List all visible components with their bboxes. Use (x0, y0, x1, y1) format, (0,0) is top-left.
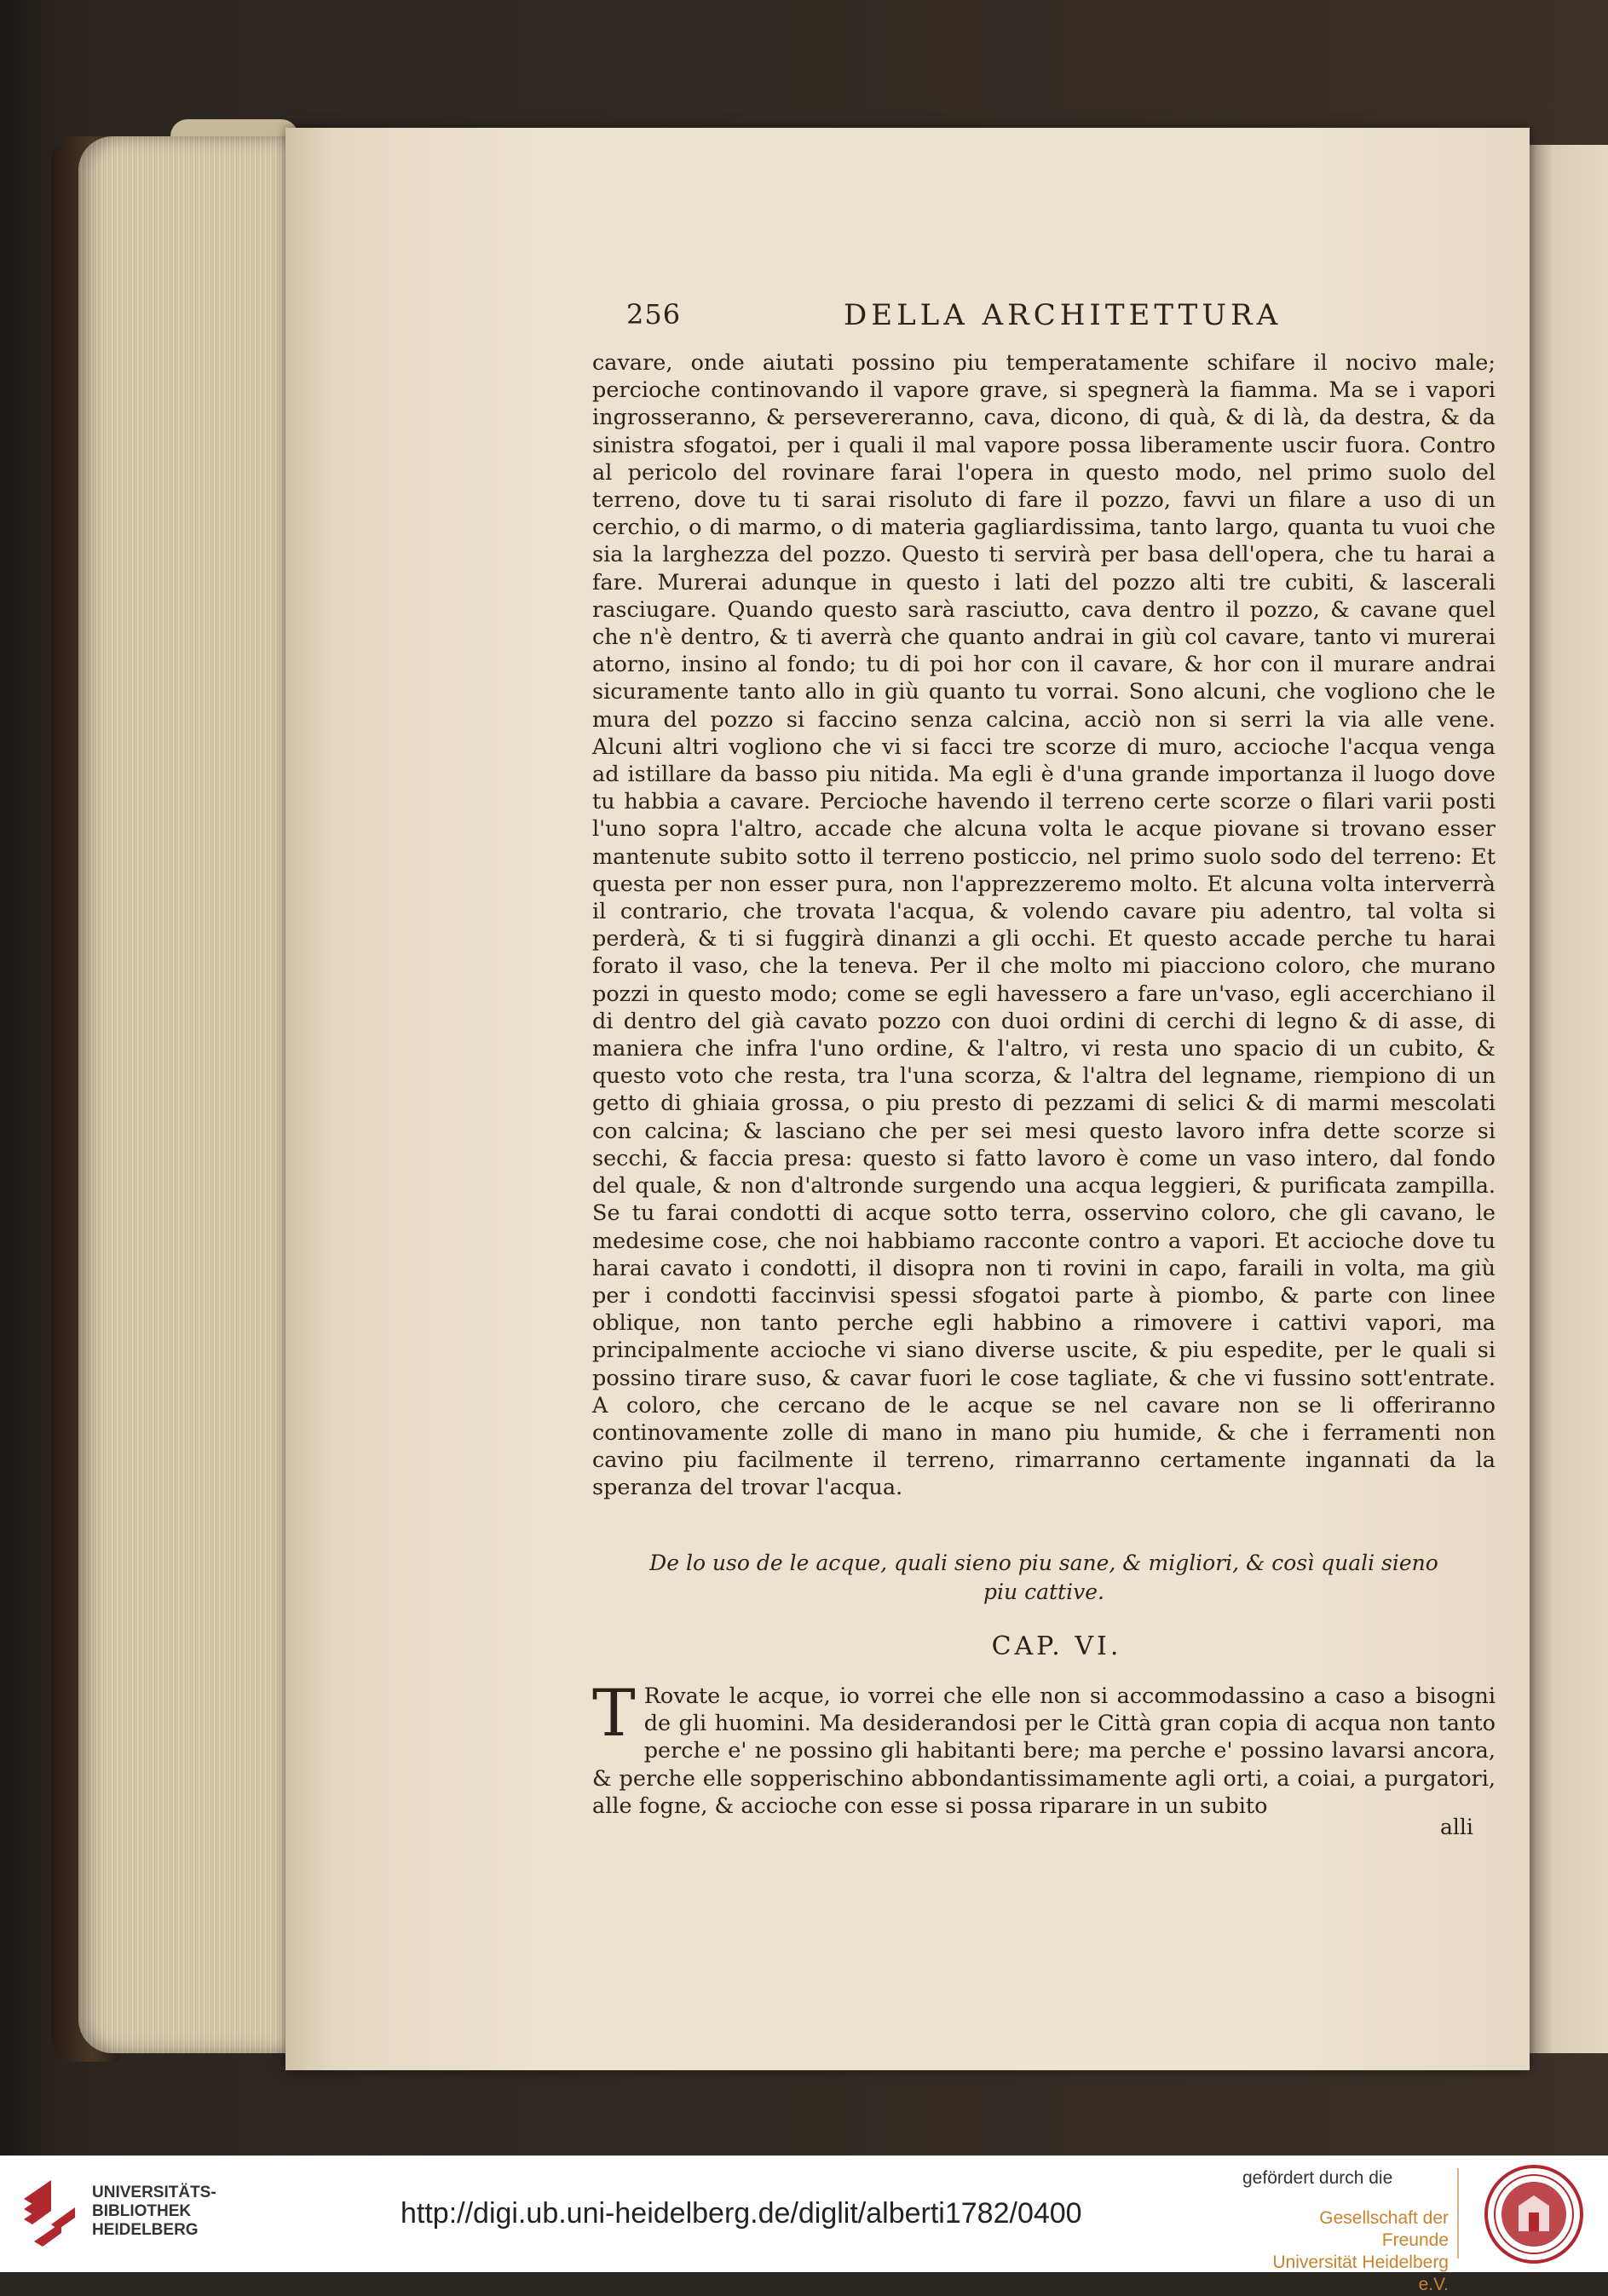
chapter-heading: CAP. VI. (991, 1631, 1122, 1661)
sponsor-name-line1: Gesellschaft der Freunde (1319, 2208, 1449, 2250)
library-name-line2: BIBLIOTHEK (92, 2202, 192, 2220)
sponsor-name[interactable] (1253, 2207, 1449, 2296)
university-seal-icon[interactable] (1483, 2163, 1585, 2265)
page-stack-edge (78, 136, 291, 2053)
ub-heidelberg-logo-icon[interactable] (17, 2173, 78, 2259)
permalink-url[interactable]: http://digi.ub.uni-heidelberg.de/diglit/alberti1782/0400 (401, 2197, 1082, 2230)
library-name-line1: UNIVERSITÄTS- (92, 2184, 216, 2201)
section-subtitle (597, 1549, 1491, 1607)
facing-page-edge (1530, 145, 1608, 2053)
catchword: alli (1440, 1815, 1473, 1839)
page-number: 256 (626, 298, 682, 331)
page-header (626, 298, 1291, 336)
footer-divider (1457, 2168, 1459, 2259)
chapter-paragraph (592, 1675, 1496, 1820)
sponsor-name-line2: Universität Heidelberg e.V. (1272, 2253, 1449, 2294)
chapter-paragraph-text: Rovate le acque, io vorrei che elle non si accommodassino a caso a bisogni de gli huomini. Ma desiderandosi per le Città gran copia di acqua non tanto perche e' ne possino gli habitanti bere; ma perche e' possino lavarsi ancora, & perche elle sopperischino abbondantissimamente agli orti, a coiai, a purgatori, alle fogne, & accioche con esse si possa riparare in un subito (592, 1683, 1496, 1819)
section-subtitle-line1: De lo uso de le acque, quali sieno piu sane, & migliori, & così quali sieno (649, 1551, 1438, 1575)
library-name[interactable] (92, 2184, 216, 2240)
library-name-line3: HEIDELBERG (92, 2221, 199, 2239)
viewer-footer (0, 2155, 1608, 2294)
body-paragraph: cavare, onde aiutati possino piu temperatamente schifare il nocivo male; percioche continovando il vapore grave, si spegnerà la fiamma. Ma se i vapori ingrosseranno, & persevereranno, cava, dicono, di quà, & di là, da destra, & da sinistra sfogatoi, per i quali il mal vapore possa liberamente uscir fuora. Contro al pericolo del rovinare farai l'opera in questo modo, nel primo suolo del terreno, dove tu ti sarai risoluto di fare il pozzo, favvi un filare a uso di un cerchio, o di marmo, o di materia gagliardissima, tanto largo, quanta tu vuoi che sia la larghezza del pozzo. Questo ti servirà per basa dell'opera, che tu harai a fare. Murerai adunque in questo i lati del pozzo alti tre cubiti, & lascerali rasciugare. Quando questo sarà rasciutto, cava dentro il pozzo, & cavane quel che n'è dentro, & ti averrà che quanto andrai in giù col cavare, tanto vi murerai atorno, insino al fondo; tu di poi hor con il cavare, & hor con il murare andrai sicuramente tanto allo in giù quanto tu vorrai. Sono alcuni, che vogliono che le mura del pozzo si faccino senza calcina, acciò non si serri la via alle vene. Alcuni altri vogliono che vi si facci tre scorze di muro, accioche l'acqua venga ad istillare da basso piu nitida. Ma egli è d'una grande importanza il luogo dove tu habbia a cavare. Percioche havendo il terreno certe scorze o filari varii posti l'uno sopra l'altro, accade che alcuna volta le acque piovane si trovano esser mantenute subito sotto il terreno posticcio, nel primo suolo sodo del terreno: Et questa per non esser pura, non l'apprezzeremo molto. Et alcuna volta interverrà il contrario, che trovata l'acqua, & volendo cavare piu adentro, tal volta si perderà, & ti si fuggirà dinanzi a gli occhi. Et questo accade perche tu harai forato il vaso, che la teneva. Per il che molto mi piacciono coloro, che murano pozzi in questo modo; come se egli havessero a fare un'vaso, egli accerchiano il di dentro del già cavato pozzo con duoi ordini di cerchi di legno & di asse, di maniera che infra l'uno ordine, & l'altro, vi resta uno spacio di un cubito, & questo voto che resta, tra l'una scorza, & l'altra del legname, riempiono di un getto di ghiaia grossa, o piu presto di pezzami di selici & di marmi mescolati con calcina; & lasciano che per sei mesi questo lavoro infra dette scorze si secchi, & faccia presa: questo si fatto lavoro è come un vaso intero, dal fondo del quale, & non d'altronde surgendo una acqua leggieri, & purificata zampilla. Se tu farai condotti di acque sotto terra, osservino coloro, che gli cavano, le medesime cose, che noi habbiamo racconte contro a vapori. Et accioche dove tu harai cavato i condotti, il disopra non ti rovini in capo, faraili in volta, ma giù per i condotti faccinvisi spessi sfogatoi parte à piombo, & parte con linee oblique, non tanto perche egli habbino a rimovere i cattivi vapori, ma principalmente accioche vi siano diverse uscite, & piu espedite, per le quali si possino tirare suso, & cavar fuori le cose tagliate, & che vi fussino sott'entrate. A coloro, che cercano de le acque se nel cavare non se li offeriranno continovamente zolle di mano in mano piu humide, & che i ferramenti non cavino piu facilmente il terreno, rimarranno certamente ingannati da la speranza del trovar l'acqua. (592, 350, 1496, 1501)
sponsor-label: gefördert durch die (1242, 2168, 1393, 2188)
section-subtitle-line2: piu cattive. (983, 1580, 1104, 1604)
drop-cap: T (592, 1675, 636, 1751)
running-head: DELLA ARCHITETTURA (844, 298, 1282, 332)
